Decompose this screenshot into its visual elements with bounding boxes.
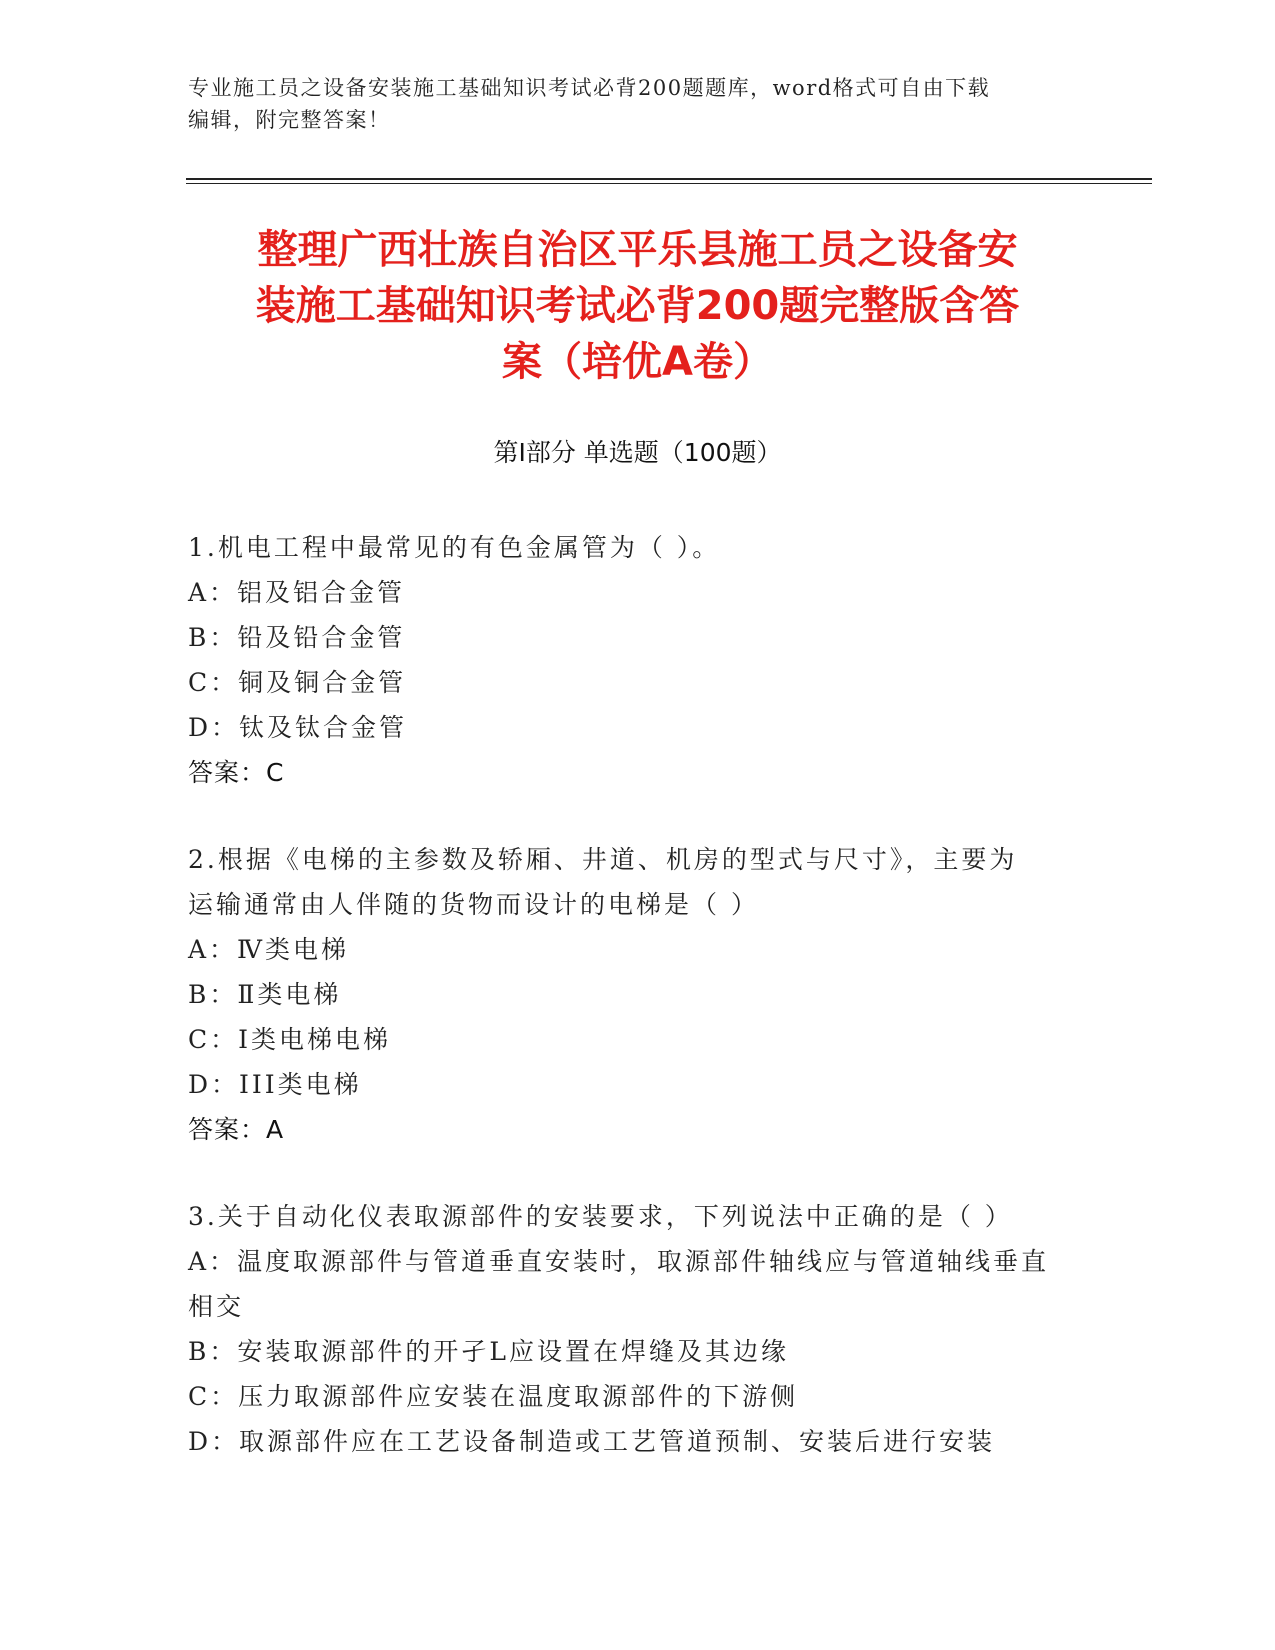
- header-note: [188, 72, 1088, 136]
- question-1: [188, 525, 1073, 795]
- option-c: C：铜及铜合金管: [188, 668, 407, 697]
- document-title: [150, 222, 1125, 390]
- option-b: B：Ⅱ类电梯: [188, 980, 342, 1009]
- question-stem-line-2: 运输通常由人伴随的货物而设计的电梯是（ ）: [188, 890, 759, 919]
- answer-text: 答案：A: [188, 1115, 285, 1144]
- option-d: D：取源部件应在工艺设备制造或工艺管道预制、安装后进行安装: [188, 1427, 996, 1456]
- question-list: [188, 525, 1073, 1506]
- option-c: C：Ⅰ类电梯电梯: [188, 1025, 392, 1054]
- option-a-continued: 相交: [188, 1292, 245, 1321]
- option-d: D：III类电梯: [188, 1070, 362, 1099]
- option-d: D：钛及钛合金管: [188, 713, 408, 742]
- header-divider-thick: [186, 178, 1152, 180]
- option-c: C：压力取源部件应安装在温度取源部件的下游侧: [188, 1382, 799, 1411]
- question-stem: 1.机电工程中最常见的有色金属管为（ ）。: [188, 533, 721, 562]
- question-3: [188, 1194, 1073, 1464]
- document-title-line-3: 案（培优A卷）: [502, 339, 773, 385]
- question-stem-line-1: 2.根据《电梯的主参数及轿厢、井道、机房的型式与尺寸》，主要为: [188, 845, 1018, 874]
- header-divider-thin: [186, 183, 1152, 184]
- header-note-line-2: 编辑，附完整答案！: [188, 108, 391, 132]
- document-title-line-1: 整理广西壮族自治区平乐县施工员之设备安: [257, 227, 1018, 273]
- option-a: A：温度取源部件与管道垂直安装时，取源部件轴线应与管道轴线垂直: [188, 1247, 1050, 1276]
- section-title: 第I部分 单选题（100题）: [493, 438, 782, 467]
- option-a: A：铝及铝合金管: [188, 578, 406, 607]
- document-title-line-2: 装施工基础知识考试必背200题完整版含答: [255, 283, 1020, 329]
- header-note-line-1: 专业施工员之设备安装施工基础知识考试必背200题题库，word格式可自由下载: [188, 76, 991, 100]
- option-b: B：安装取源部件的开孑L应设置在焊缝及其边缘: [188, 1337, 789, 1366]
- question-2: [188, 837, 1073, 1152]
- answer-text: 答案：C: [188, 758, 285, 787]
- option-a: A：Ⅳ类电梯: [188, 935, 350, 964]
- question-stem: 3.关于自动化仪表取源部件的安装要求，下列说法中正确的是（ ）: [188, 1202, 1013, 1231]
- option-b: B：铅及铅合金管: [188, 623, 406, 652]
